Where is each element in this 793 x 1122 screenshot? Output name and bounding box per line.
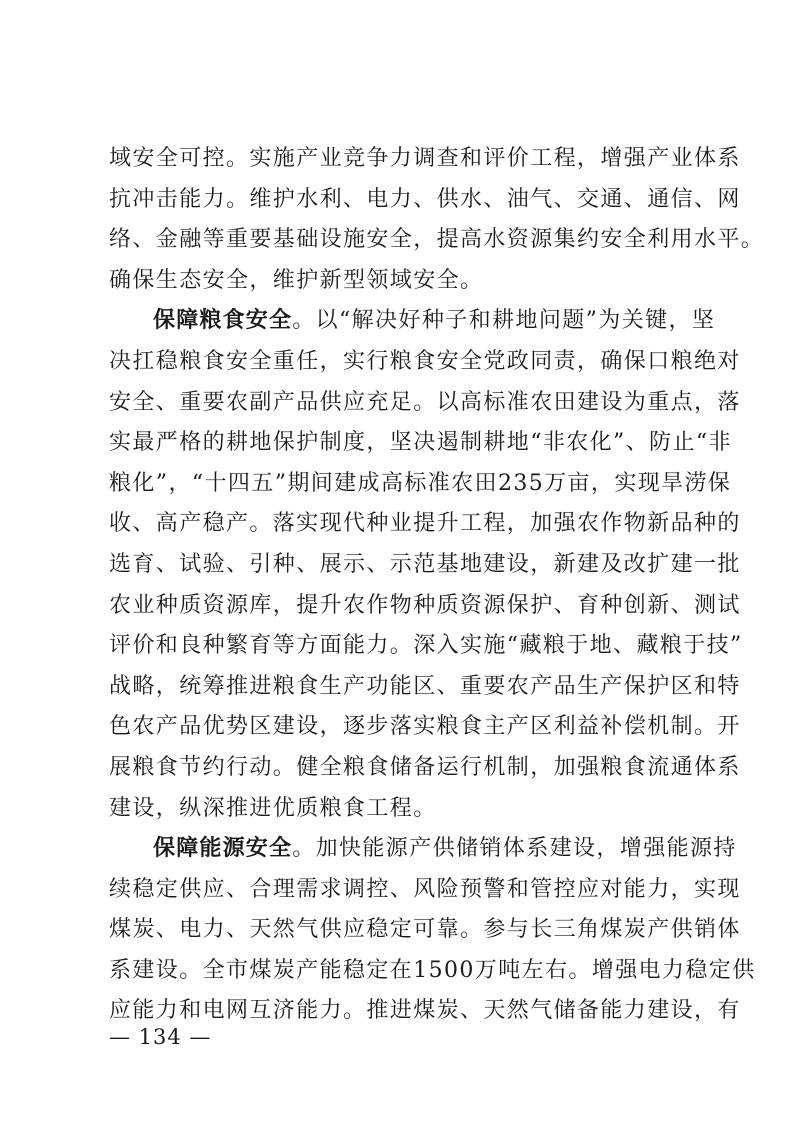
- text-line: 煤炭、电力、天然气供应稳定可靠。参与长三角煤炭产供销体: [109, 917, 741, 943]
- text-line: 域安全可控。实施产业竞争力调查和评价工程，增强产业体系: [109, 146, 741, 171]
- text-line: 战略，统筹推进粮食生产功能区、重要农产品生产保护区和特: [109, 673, 741, 699]
- text-line: 抗冲击能力。维护水利、电力、供水、油气、交通、通信、网: [109, 186, 741, 212]
- paragraph-first-line: [109, 301, 716, 342]
- text-line: 收、高产稳产。落实现代种业提升工程，加强农作物新品种的: [109, 511, 741, 537]
- section-heading: 保障能源安全: [153, 836, 293, 862]
- text-line: 实最严格的耕地保护制度，坚决遏制耕地“非农化”、防止“非: [109, 430, 732, 456]
- text-line: 农业种质资源库，提升农作物种质资源保护、育种创新、测试: [109, 592, 741, 618]
- body-text: [109, 139, 765, 1032]
- text-line: 应能力和电网互济能力。推进煤炭、天然气储备能力建设，有: [109, 998, 741, 1024]
- text-line: 展粮食节约行动。健全粮食储备运行机制，加强粮食流通体系: [109, 754, 741, 780]
- text-line: 确保生态安全，维护新型领域安全。: [109, 267, 484, 293]
- text-line: 选育、试验、引种、展示、示范基地建设，新建及改扩建一批: [109, 551, 741, 577]
- text-line: 安全、重要农副产品供应充足。以高标准农田建设为重点，落: [109, 389, 741, 415]
- text-run: 。加快能源产供储销体系建设，增强能源持: [292, 836, 737, 862]
- text-line: 评价和良种繁育等方面能力。深入实施“藏粮于地、藏粮于技”: [109, 633, 743, 659]
- section-heading: 保障粮食安全: [153, 308, 293, 334]
- text-line: 决扛稳粮食安全重任，实行粮食安全党政同责，确保口粮绝对: [109, 348, 741, 374]
- text-line: 系建设。全市煤炭产能稳定在1500万吨左右。增强电力稳定供: [109, 957, 756, 983]
- text-line: 建设，纵深推进优质粮食工程。: [109, 795, 437, 821]
- text-line: 粮化”，“十四五”期间建成高标准农田235万亩，实现旱涝保: [109, 470, 732, 496]
- text-line: 色农产品优势区建设，逐步落实粮食主产区利益补偿机制。开: [109, 714, 741, 740]
- text-line: 续稳定供应、合理需求调控、风险预警和管控应对能力，实现: [109, 876, 741, 902]
- page-number: — 134 —: [109, 1025, 212, 1049]
- text-run: 。以“解决好种子和耕地问题”为关键，坚: [292, 308, 716, 334]
- paragraph-first-line: [109, 829, 737, 870]
- text-line: 络、金融等重要基础设施安全，提高水资源集约安全利用水平。: [109, 227, 765, 253]
